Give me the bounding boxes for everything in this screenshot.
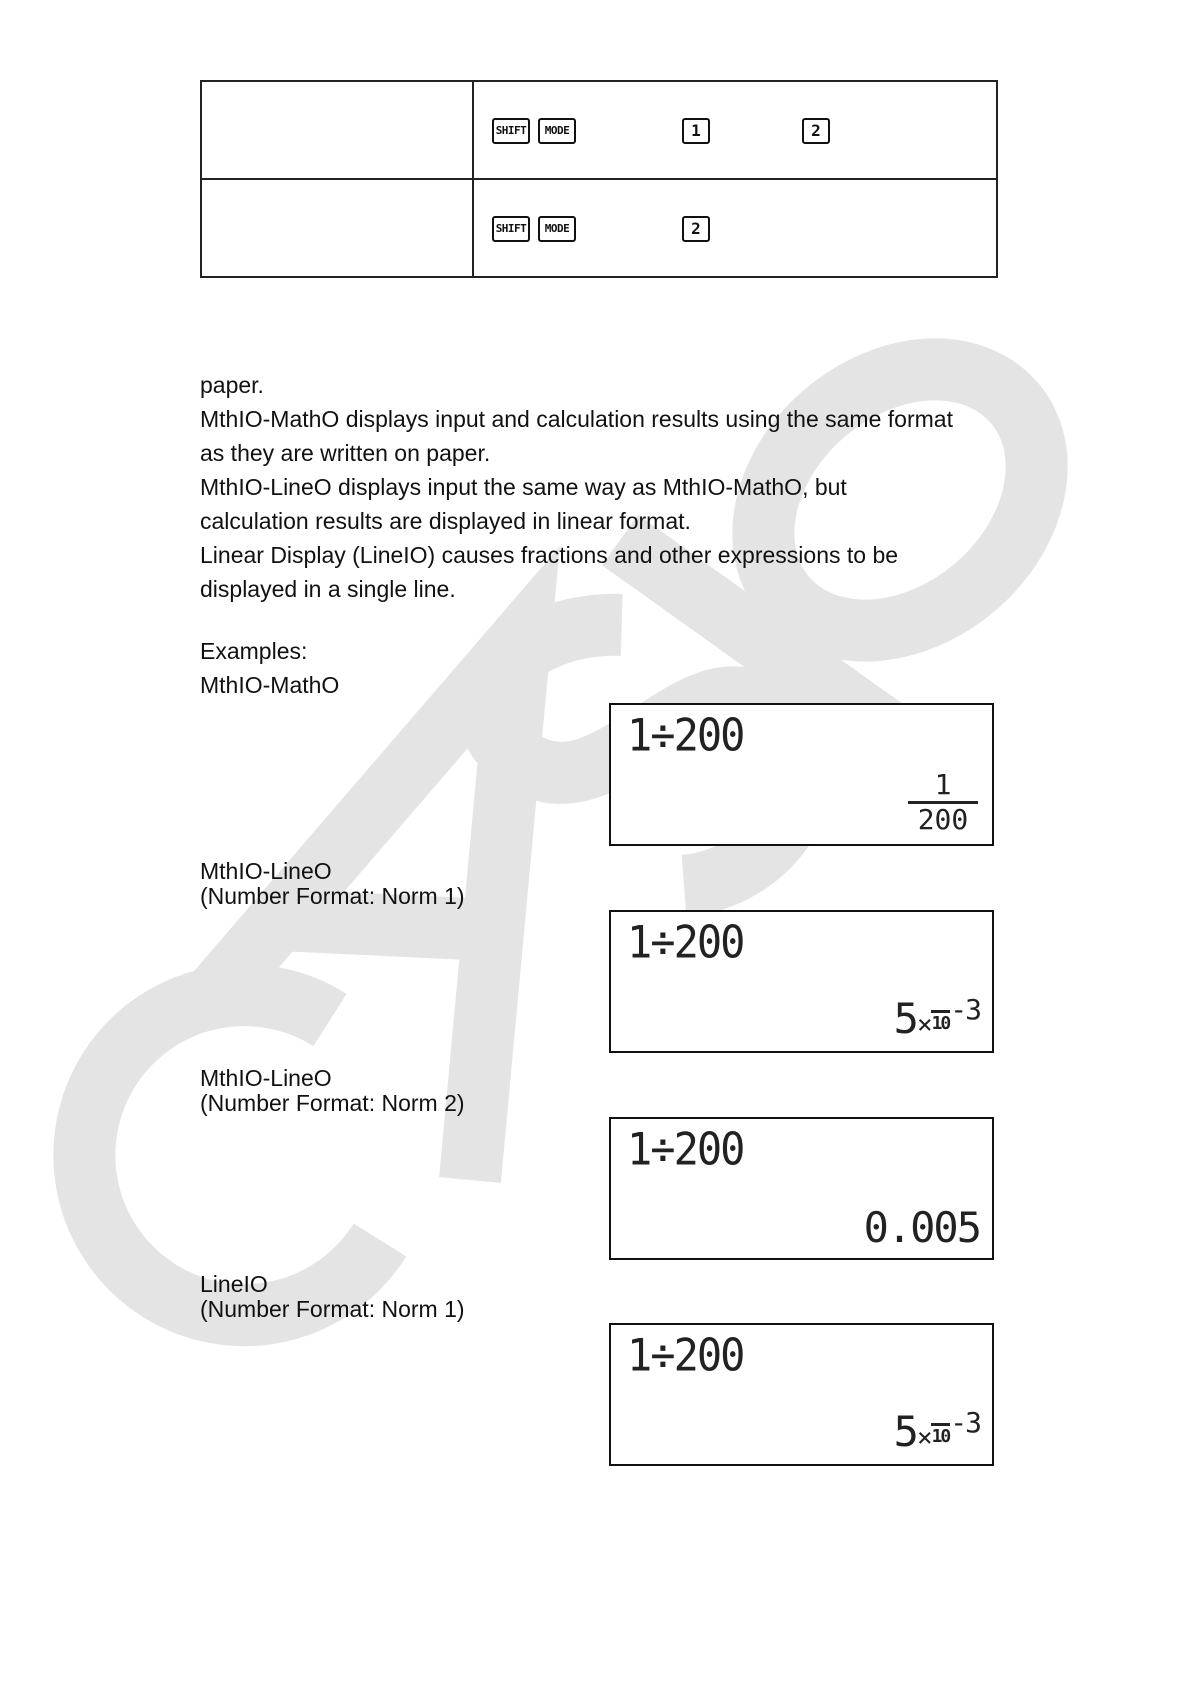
calculator-display [609, 1117, 994, 1260]
two-key-icon: 2 [802, 118, 830, 144]
two-key-icon: 2 [682, 216, 710, 242]
example-label: MthIO-LineO [200, 1065, 332, 1091]
result-exponent: -3 [950, 993, 980, 1026]
display-decimal-result: 0.005 [863, 1203, 980, 1252]
paragraph-text: displayed in a single line. [200, 576, 456, 602]
table-cell-label [201, 81, 473, 179]
example-sublabel: (Number Format: Norm 1) [200, 1296, 465, 1322]
display-expression: 1÷200 [627, 1329, 744, 1382]
display-scientific-result [894, 993, 980, 1043]
table-cell-keys [473, 179, 997, 277]
calculator-display [609, 910, 994, 1053]
display-expression: 1÷200 [627, 709, 744, 762]
result-mantissa: 5 [893, 994, 917, 1043]
paragraph-text: Linear Display (LineIO) causes fractions and other expressions to be [200, 542, 899, 568]
paragraph-text: as they are written on paper. [200, 440, 491, 466]
result-base: 10 [931, 1010, 951, 1034]
example-label: MthIO-LineO [200, 858, 332, 884]
result-base: 10 [931, 1423, 951, 1447]
table-cell-keys [473, 81, 997, 179]
display-fraction-result [908, 768, 978, 836]
table-cell-label [201, 179, 473, 277]
setup-key-table [200, 80, 998, 278]
calculator-display [609, 1323, 994, 1466]
example-label: LineIO [200, 1271, 268, 1297]
display-expression: 1÷200 [627, 1123, 744, 1176]
paragraph-text: MthIO-MathO displays input and calculation results using the same format [200, 406, 953, 432]
table-row [201, 81, 997, 179]
result-exponent: -3 [950, 1406, 980, 1439]
times-sign: × [916, 1423, 931, 1453]
watermark-letter-c [84, 995, 380, 1315]
times-sign: × [916, 1010, 931, 1040]
calculator-display [609, 703, 994, 846]
result-mantissa: 5 [893, 1407, 917, 1456]
one-key-icon: 1 [682, 118, 710, 144]
fraction-numerator: 1 [934, 768, 952, 801]
display-scientific-result [894, 1406, 980, 1456]
table-row [201, 179, 997, 277]
example-label: MthIO-MathO [200, 672, 340, 698]
example-sublabel: (Number Format: Norm 1) [200, 883, 465, 909]
display-expression: 1÷200 [627, 916, 744, 969]
mode-key-icon: MODE [538, 118, 576, 144]
paragraph-text: MthIO-LineO displays input the same way as MthIO-MathO, but [200, 474, 847, 500]
shift-key-icon: SHIFT [492, 216, 530, 242]
paragraph-text: paper. [200, 372, 264, 398]
shift-key-icon: SHIFT [492, 118, 530, 144]
examples-heading: Examples: [200, 638, 308, 664]
example-sublabel: (Number Format: Norm 2) [200, 1090, 465, 1116]
paragraph-text: calculation results are displayed in linear format. [200, 508, 691, 534]
fraction-denominator: 200 [917, 803, 969, 836]
mode-key-icon: MODE [538, 216, 576, 242]
